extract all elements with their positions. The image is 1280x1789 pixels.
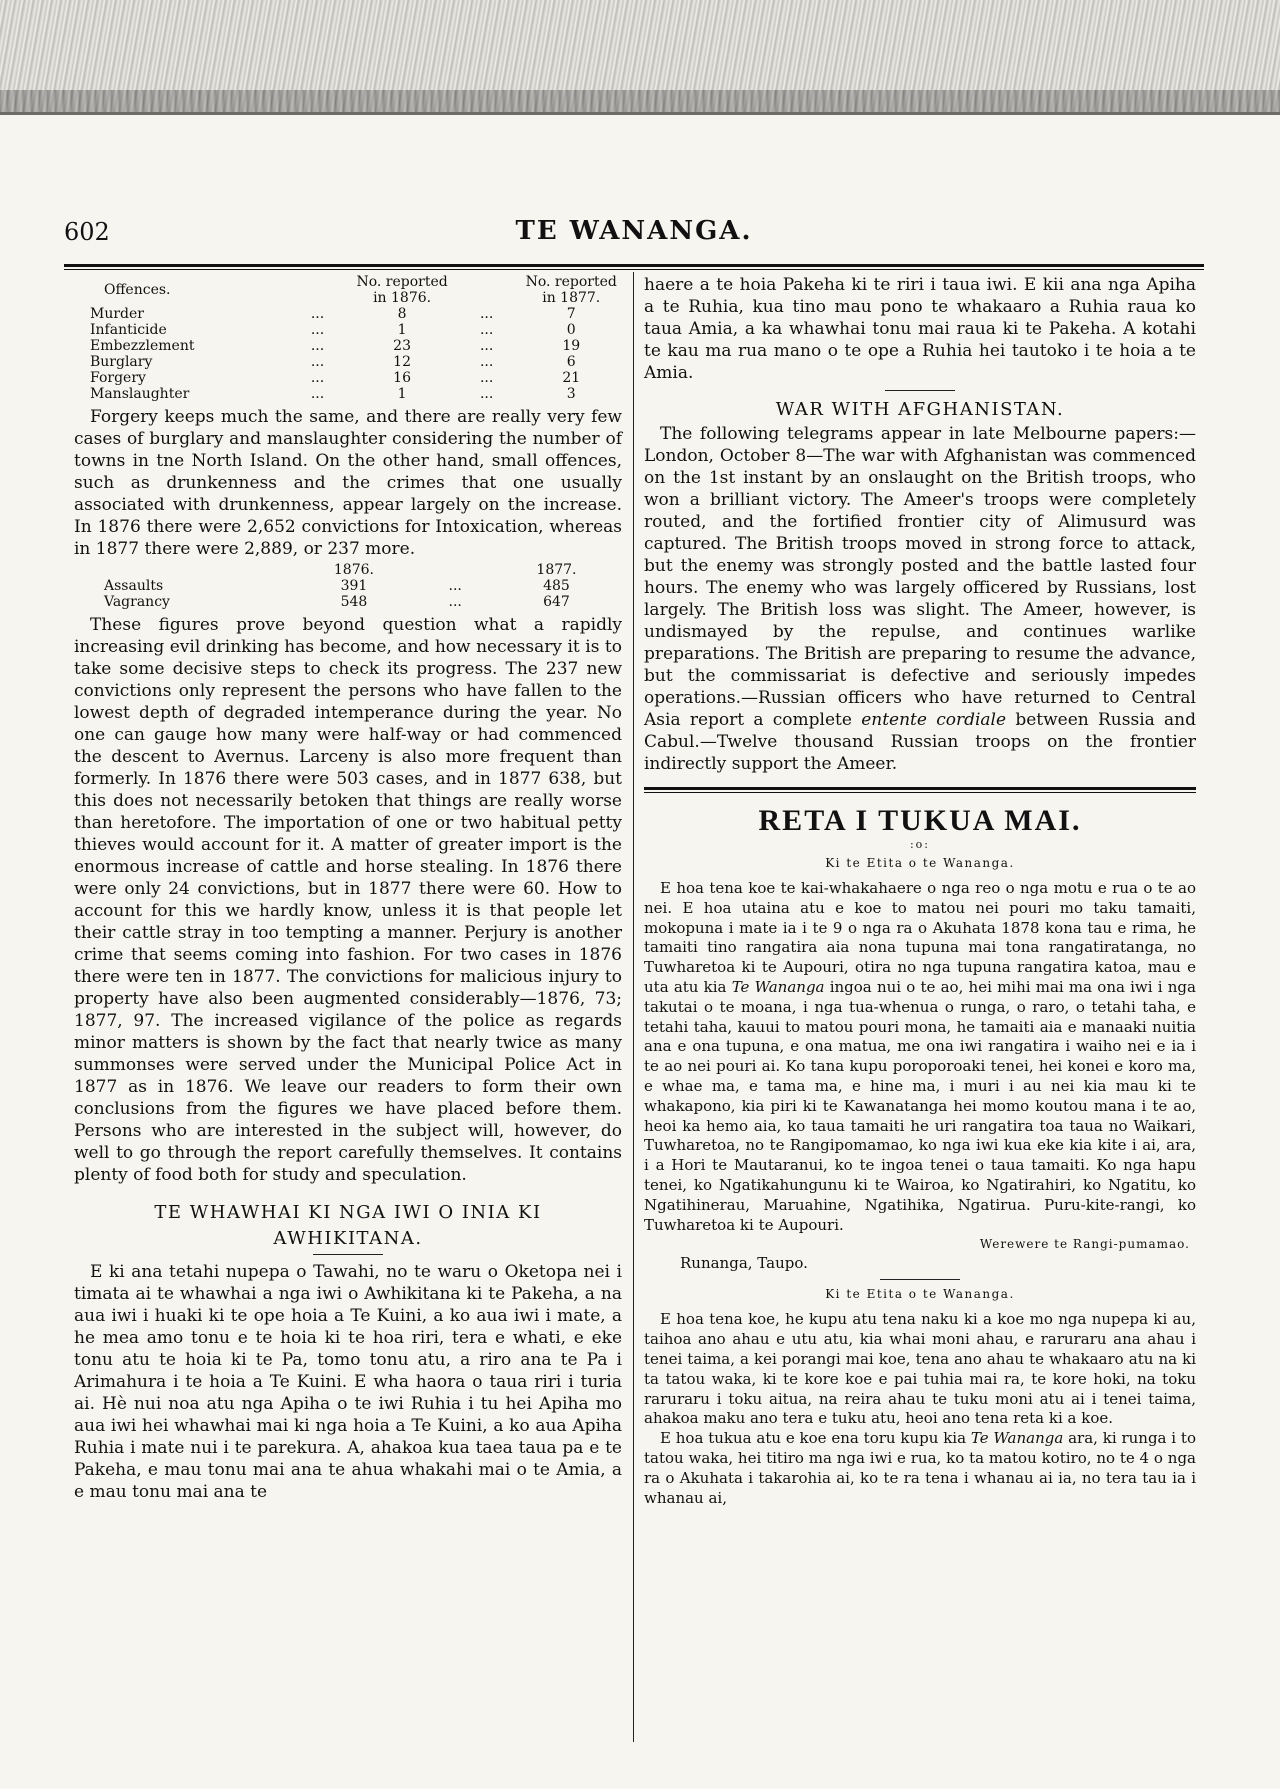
page-number: 602 — [64, 218, 110, 246]
editor-address: Ki te Etita o te Wananga. — [825, 1287, 1015, 1302]
letter-3-part-a: E hoa tukua atu e koe ena toru kupu kia — [660, 1429, 967, 1448]
reported-1877-header: No. reported in 1877. — [525, 274, 617, 306]
value-1877: 0 — [566, 322, 576, 338]
leader-dots: ... — [479, 354, 494, 370]
leader-dots: ... — [479, 322, 494, 338]
table-row — [74, 338, 622, 354]
value-1876: 8 — [397, 306, 407, 322]
left-column — [74, 274, 622, 1503]
value-1876: 391 — [340, 578, 368, 594]
place-line: Runanga, Taupo. — [680, 1254, 808, 1273]
value-1876: 12 — [393, 354, 411, 370]
table-row — [74, 386, 622, 402]
value-1876: 1 — [397, 322, 407, 338]
value-1877: 647 — [543, 594, 570, 610]
masthead — [64, 214, 1204, 250]
war-text-after: between Russia and Cabul.—Twelve thousand Russian troops on the frontier indirectly support the Ameer. — [644, 710, 1196, 774]
short-rule — [880, 1279, 960, 1280]
short-rule — [313, 1254, 383, 1255]
leader-dots: ... — [310, 306, 325, 322]
column-divider — [633, 272, 634, 1742]
offence-label: Infanticide — [90, 322, 167, 338]
right-column — [644, 274, 1196, 1508]
leader-dots: ... — [448, 594, 462, 610]
table-row — [74, 322, 622, 338]
heading-te-whawhai — [74, 1200, 622, 1252]
heading-war-afghanistan: WAR WITH AFGHANISTAN. — [775, 399, 1065, 420]
leader-dots: ... — [448, 578, 462, 594]
leader-dots: ... — [310, 370, 325, 386]
war-text-before: The following telegrams appear in late Melbourne papers:—London, October 8—The war with Afghanistan was commenced on the 1st instant by an onslaught on the British troops, who won a brilliant victory. The Ameer's troops were completely routed, and the fortified frontier city of Alimusurd was captured. The British troops moved in strong force to attack, but the enemy was strongly posted and the battle lasted four hours. The enemy who was largely officered by Russians, lost largely. The British loss was slight. The Ameer, however, is undismayed by the repulse, and continues warlike preparations. The British are preparing to resume the advance, but the commissariat is defective and seriously impedes operations.—Russian officers who have returned to Central Asia report a complete — [644, 424, 1196, 730]
signature: Werewere te Rangi-pumamao. — [979, 1237, 1190, 1252]
header-rule — [64, 264, 1204, 270]
year-1877-header: 1877. — [536, 562, 577, 578]
value-1877: 3 — [566, 386, 576, 402]
leader-dots: ... — [310, 354, 325, 370]
offence-label: Murder — [90, 306, 144, 322]
paragraph-figures: These figures prove beyond question what a rapidly increasing evil drinking has become, and how necessary it is to take some decisive steps to check its progress. The 237 new convictions only represent the persons who have fallen to the lowest depth of degraded intemperance during the year. No one can gauge how many were half-way or had commenced the descent to Avernus. Larceny is also more frequent than formerly. In 1876 there were 503 cases, and in 1877 638, but this does not necessarily betoken that things are really worse than heretofore. The importation of one or two habitual petty thieves would account for it. A matter of greater import is the enormous increase of cattle and horse stealing. In 1876 there were only 24 convictions, but in 1877 there were 60. How to account for this we hardly know, unless it is that people let their cattle stray in too tempting a manner. Perjury is another crime that seems coming into fashion. For two cases in 1876 there were ten in 1877. The convictions for malicious injury to property have also been augmented considerably—1876, 73; 1877, 97. The increased vigilance of the police as regards minor matters is shown by the fact that nearly twice as many summonses were served under the Municipal Police Act in 1877 as in 1876. We leave our readers to form their own conclusions from the figures we have placed before them. Persons who are interested in the subject will, however, do well to go through the report carefully themselves. It contains plenty of food both for study and speculation. — [74, 615, 622, 1185]
offence-label: Forgery — [90, 370, 146, 386]
letter-1-part-a: E hoa tena koe te kai-whakahaere o nga reo o nga motu e rua o te ao nei. E hoa utaina atu e koe to matou nei pouri mo taku tamaiti, mokopuna i mate ia i te 9 o nga ra o Akuhata 1878 kona tau e rima, he tamaiti tino rangatira aia nona tupuna mai tona rangatiratanga, no Tuwharetoa ki te Aupouri, otira no nga tupuna rangatira katoa, mau e uta atu kia — [644, 879, 1196, 996]
paragraph-continued: haere a te hoia Pakeha ki te riri i taua iwi. E kii ana nga Apiha a te Ruhia, kua tino mau pono te whakaaro a Ruhia raua ko taua Amia, a ka whawhai tonu mai raua ki te Pakeha. A kotahi te kau ma rua mano o te ope a Ruhia hei tautoko i te hoia a te Amia. — [644, 275, 1196, 383]
value-1876: 16 — [393, 370, 411, 386]
value-1877: 6 — [566, 354, 576, 370]
letter-1-part-b: ingoa nui o te ao, hei mihi mai ma ona iwi i nga takutai o te moana, i nga tua-whenua o runga, o raro, o tetahi taha, e tetahi taha, kauui to matou pouri mona, he tamaiti aia e manaaki nuitia ana e ona tupuna, e ona matua, me ona iwi rangatira i waiho nei e ia i te ao nei pouri ai. Ko tana kupu poroporoaki tenei, hei konei e koro ma, e whae ma, e tama ma, e hine ma, i muri i au nei kia mau ki te whakapono, kia piri ki te Kawanatanga hei momo koutou mana i te ao, heoi ka hemo aia, ko taua tamaiti he uri rangatira toa taua no Waikari, Tuwharetoa, no te Rangipomamao, ko nga iwi kua eke kia kite i ai, ara, i a Hori te Mautaranui, ko te ingoa tenei o taua tamaiti. Ko nga hapu tenei, ko Ngatikahungunu ki te Wairoa, ko Ngatirahiri, ko Ngatitu, ko Ngatihinerau, Maruahine, Ngatihika, Ngatirua. Puru-kite-rangi, ko Tuwharetoa ki te Aupouri. — [644, 977, 1196, 1234]
table-row — [74, 354, 622, 370]
war-italic: entente cordiale — [861, 710, 1007, 730]
value-1877: 485 — [543, 578, 570, 594]
leader-dots: ... — [310, 386, 325, 402]
offence-label: Embezzlement — [90, 338, 195, 354]
offences-table — [74, 274, 622, 402]
table-row — [74, 594, 622, 610]
value-1877: 21 — [562, 370, 581, 386]
letter-3 — [644, 1429, 1196, 1508]
value-1877: 7 — [566, 306, 576, 322]
leader-dots: ... — [479, 386, 494, 402]
value-1876: 23 — [393, 338, 411, 354]
paragraph-forgery: Forgery keeps much the same, and there are really very few cases of burglary and manslaughter considering the number of towns in tne North Island. On the other hand, small offences, such as drunkenness and the crimes that one usually associated with drunkenness, appear largely on the increase. In 1876 there were 2,652 convictions for Intoxication, whereas in 1877 there were 2,889, or 237 more. — [74, 407, 622, 559]
separator: :o: — [909, 838, 931, 851]
leader-dots: ... — [479, 306, 494, 322]
leader-dots: ... — [479, 370, 494, 386]
letter-1-italic: Te Wananga — [731, 977, 825, 996]
leader-dots: ... — [479, 338, 494, 354]
value-1876: 1 — [397, 386, 407, 402]
scanned-page-edge — [0, 0, 1280, 115]
table-row — [74, 578, 622, 594]
year-1876-header: 1876. — [333, 562, 374, 578]
letter-1 — [644, 879, 1196, 1235]
short-rule — [885, 390, 955, 391]
journal-title: TE WANANGA. — [515, 216, 753, 246]
heading-line: TE WHAWHAI KI NGA IWI O INIA KI — [154, 1202, 542, 1223]
value-1877: 19 — [562, 338, 581, 354]
leader-dots: ... — [310, 322, 325, 338]
paragraph-whawhai: E ki ana tetahi nupepa o Tawahi, no te waru o Oketopa nei i timata ai te whawhai a nga iwi o Awhikitana ki te Pakeha, a na aua iwi i huaki ki te ope hoia a Te Kuini, a ko aua iwi i mate, a he mea amo tonu e te hoia ki te hoa riri, tera e whati, e eke tonu atu te hoia ki te Pa, tomo tonu atu, a riro ana te Pa i Arimahura i te hoia a Te Kuini. E wha haora o taua riri i turia ai. Hè nui noa atu nga Apiha o te iwi Ruhia i tu hei Apiha mo aua iwi hei whawhai mai ki nga hoia a Te Kuini, a ko aua Apiha Ruhia i mate nui i te parekura. A, ahakoa kua taea taua pa e te Pakeha, e mau tonu mai ana te ahua whakahi mai o te Amia, a e mau tonu mai ana te — [74, 1262, 622, 1502]
value-1876: 548 — [340, 594, 368, 610]
offence-label: Manslaughter — [90, 386, 190, 402]
leader-dots: ... — [310, 338, 325, 354]
heading-line: AWHIKITANA. — [273, 1228, 423, 1249]
row-label: Vagrancy — [104, 594, 170, 610]
table-row — [74, 306, 622, 322]
double-rule — [644, 787, 1196, 793]
reported-1876-header: No. reported in 1876. — [356, 274, 448, 306]
letter-3-part-b: ara, ki runga i to tatou waka, hei titiro ma nga iwi e rua, ko ta matou kotiro, no te 4 o nga ra o Akuhata i takarohia ai, ko te ra tena i whanau ai ia, no tera tau ia i whanau ai, — [644, 1429, 1196, 1507]
reta-title: RETA I TUKUA MAI. — [758, 804, 1082, 837]
table-row — [74, 370, 622, 386]
offences-header: Offences. — [104, 282, 171, 298]
assaults-vagrancy-table — [74, 562, 622, 610]
letter-3-italic: Te Wananga — [970, 1429, 1064, 1448]
editor-address: Ki te Etita o te Wananga. — [825, 856, 1015, 870]
letter-2: E hoa tena koe, he kupu atu tena naku ki a koe mo nga nupepa ki au, taihoa ano ahau e utu atu, kia whai moni ahau, e raruraru ana ahau i tenei taima, a kei porangi mai koe, tena ano ahau te whakaaro atu na ki ta tatou waka, ki te kore koe e pai tuhia mai ra, te kore hoki, na toku raruraru i toku aitua, na reira ahau te tuku moni atu ai i tenei taima, ahakoa maku ano tera e tuku atu, heoi ano tena reta ki a koe. — [644, 1310, 1196, 1428]
paragraph-war — [644, 423, 1196, 775]
offence-label: Burglary — [90, 354, 153, 370]
row-label: Assaults — [104, 578, 164, 594]
